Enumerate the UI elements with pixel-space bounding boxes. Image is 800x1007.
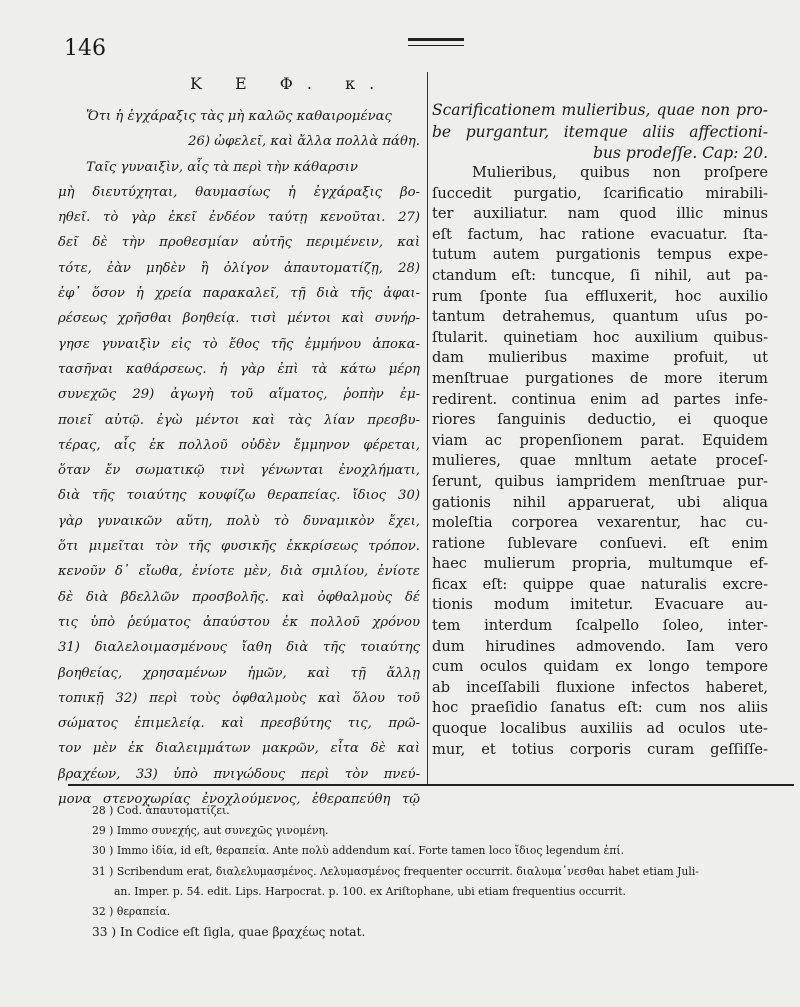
greek-line: μονα στενοχωρίας ἐνοχλούμενος, ἐθεραπεύθη τῷ (58, 792, 420, 808)
footnote-separator-rule (68, 784, 794, 786)
greek-line: 26) ὠφελεῖ, καὶ ἄλλα πολλὰ πάθη. (188, 134, 420, 150)
latin-heading-line: bus prodeſſe. Cap: 20. (593, 144, 768, 162)
greek-column (58, 104, 420, 812)
greek-line: 31) διαλελοιμασμένους ἴαθη διὰ τῆς τοιαύτης (58, 640, 420, 656)
latin-line: tutum autem purgationis tempus expe- (432, 246, 768, 264)
latin-line: ab inceſſabili fluxione infectos haberet, (432, 678, 768, 696)
latin-line: eſt factum, hac ratione evacuatur. ſta- (432, 225, 768, 243)
latin-line: ratione ſublevare conſuevi. eſt enim (432, 534, 768, 552)
latin-line: redirent. continua enim ad partes infe- (432, 390, 768, 408)
greek-line: ρέσεως χρῆσθαι βοηθείᾳ. τισὶ μέντοι καὶ συνήρ- (58, 311, 420, 327)
header-ornament-rule (408, 38, 464, 46)
latin-heading-line: be purgantur, itemque aliis affectioni- (432, 122, 768, 141)
footnote: 30 ) Immo ἰδία, id eſt, θεραπεία. Ante πολὺ addendum καί. Forte tamen loco ἴδιος legendum ἐπί. (92, 844, 625, 858)
greek-line: τις ὑπὸ ῥεύματος ἀπαύστου ἐκ πολλοῦ χρόνου (58, 614, 420, 630)
latin-line: tantum detrahemus, quantum uſus po- (432, 308, 768, 326)
greek-line: τότε, ἐὰν μηδὲν ἢ ὀλίγον ἀπαυτοματίζῃ, 28) (58, 260, 420, 276)
greek-line: κενοῦν δ᾽ εἴωθα, ἐνίοτε μὲν, διὰ σμιλίου, ἐνίοτε (58, 564, 420, 580)
footnote: 33 ) In Codice eſt ſigla, quae βραχέως notat. (92, 925, 366, 940)
footnote-continuation: an. Imper. p. 54. edit. Lips. Harpocrat. p. 100. ex Ariſtophane, ubi etiam frequentius occurrit. (114, 884, 626, 898)
latin-line: ter auxiliatur. nam quod illic minus (432, 205, 768, 223)
latin-line: dam mulieribus maxime profuit, ut (432, 349, 768, 367)
latin-line: quoque localibus auxiliis ad oculos ute- (432, 720, 768, 738)
chapter-heading: Κ Ε Φ. κ. (190, 74, 389, 93)
greek-line: Ταῖς γυναιξὶν, αἷς τὰ περὶ τὴν κάθαρσιν (86, 159, 358, 175)
latin-line: riores ſanguinis deductio, ei quoque (432, 411, 768, 429)
greek-line: δὲ διὰ βδελλῶν προσβολῆς. καὶ ὀφθαλμοὺς δέ (58, 589, 420, 605)
greek-line: ὅταν ἔν σωματικῷ τινὶ γένωνται ἐνοχλήματι, (58, 463, 420, 479)
latin-heading-line: Scarificationem mulieribus, quae non pro- (432, 101, 768, 119)
latin-line: tionis modum imitetur. Evacuare au- (432, 596, 768, 614)
greek-line: βραχέων, 33) ὑπὸ πνιγώδους περὶ τὸν πνεύ- (58, 766, 420, 782)
greek-line: διὰ τῆς τοιαύτης κουφίζω θεραπείας. ἴδιος 30) (58, 488, 420, 504)
latin-line: menſtruae purgationes de more iterum (432, 369, 768, 387)
column-divider (427, 72, 428, 784)
latin-column (432, 163, 768, 760)
greek-line: τον μὲν ἐκ διαλειμμάτων μακρῶν, εἶτα δὲ καὶ (58, 741, 420, 757)
latin-line: dum hirudines admovendo. Iam vero (432, 637, 768, 655)
greek-line: σώματος ἐπιμελείᾳ. καὶ πρεσβύτης τις, πρῶ- (58, 716, 420, 732)
greek-line: γὰρ γυναικῶν αὕτη, πολὺ τὸ δυναμικὸν ἔχει, (58, 513, 420, 529)
latin-line: rum ſponte ſua effluxerit, hoc auxilio (432, 287, 768, 305)
greek-line: δεῖ δὲ τὴν προθεσμίαν αὐτῆς περιμένειν, καὶ (58, 235, 420, 251)
page-number: 146 (64, 36, 106, 61)
greek-line: ὅτι μιμεῖται τὸν τῆς φυσικῆς ἐκκρίσεως τρόπον. (58, 539, 420, 555)
latin-line: viam ac propenſionem parat. Equidem (432, 431, 768, 449)
greek-line: συνεχῶς 29) ἀγωγὴ τοῦ αἵματος, ῥοπὴν ἐμ- (58, 387, 420, 403)
latin-line: moleſtia corporea vexarentur, hac cu- (432, 514, 768, 532)
latin-line: cum oculos quidam ex longo tempore (432, 658, 768, 676)
footnote: 31 ) Scribendum erat, διαλελυμασμένος. Λελυμασμένος frequenter occurrit. διαλυμα᾽νεσθαι habet etiam Juli- (92, 864, 699, 878)
latin-line: Mulieribus, quibus non proſpere (472, 164, 768, 181)
latin-line: hoc praeſidio ſanatus eſt: cum nos aliis (432, 699, 768, 717)
footnote: 28 ) Cod. ἀπαυτοματίζει. (92, 804, 230, 817)
latin-line: ſuccedit purgatio, ſcarificatio mirabili- (432, 184, 768, 202)
greek-line: γησε γυναιξὶν εἰς τὸ ἔθος τῆς ἐμμήνου ἀποκα- (58, 336, 420, 352)
greek-line: ηθεῖ. τὸ γὰρ ἐκεῖ ἐνδέον ταύτῃ κενοῦται. 27) (58, 210, 420, 226)
latin-line: mur, et totius corporis curam geſſiſſe- (432, 740, 768, 758)
greek-line: τέρας, αἷς ἐκ πολλοῦ οὐδὲν ἔμμηνον φέρεται, (58, 437, 420, 453)
latin-line: ficax eſt: quippe quae naturalis excre- (432, 575, 768, 593)
footnote: 32 ) θεραπεία. (92, 904, 171, 918)
latin-line: gationis nihil apparuerat, ubi aliqua (432, 493, 768, 511)
latin-line: haec mulierum propria, multumque ef- (432, 555, 768, 573)
greek-line: Ὅτι ἡ ἐγχάραξις τὰς μὴ καλῶς καθαιρομένας (86, 109, 392, 124)
greek-line: ποιεῖ αὐτῷ. ἐγὼ μέντοι καὶ τὰς λίαν πρεσβυ- (58, 412, 420, 428)
footnotes (92, 801, 782, 942)
latin-line: ctandum eſt: tuncque, ſi nihil, aut pa- (432, 266, 768, 284)
latin-heading (432, 100, 768, 165)
greek-line: τασῆναι καθάρσεως. ἡ γὰρ ἐπὶ τὰ κάτω μέρη (58, 361, 420, 377)
greek-line: ἐφ᾽ ὅσον ἡ χρεία παρακαλεῖ, τῇ διὰ τῆς ἀφαι- (58, 286, 420, 302)
latin-line: ſerunt, quibus iampridem menſtruae pur- (432, 472, 768, 490)
greek-line: μὴ διευτύχηται, θαυμασίως ἡ ἐγχάραξις βο- (58, 184, 420, 200)
footnote: 29 ) Immo συνεχής, aut συνεχῶς γινομένη. (92, 824, 329, 838)
latin-line: tem interdum ſcalpello ſoleo, inter- (432, 617, 768, 635)
latin-line: mulieres, quae mnltum aetate proceſ- (432, 452, 768, 470)
greek-line: βοηθείας, χρησαμένων ἡμῶν, καὶ τῇ ἄλλῃ (58, 665, 420, 681)
greek-line: τοπικῇ 32) περὶ τοὺς ὀφθαλμοὺς καὶ ὅλου τοῦ (58, 690, 420, 706)
latin-line: ſtularit. quinetiam hoc auxilium quibus- (432, 328, 768, 346)
